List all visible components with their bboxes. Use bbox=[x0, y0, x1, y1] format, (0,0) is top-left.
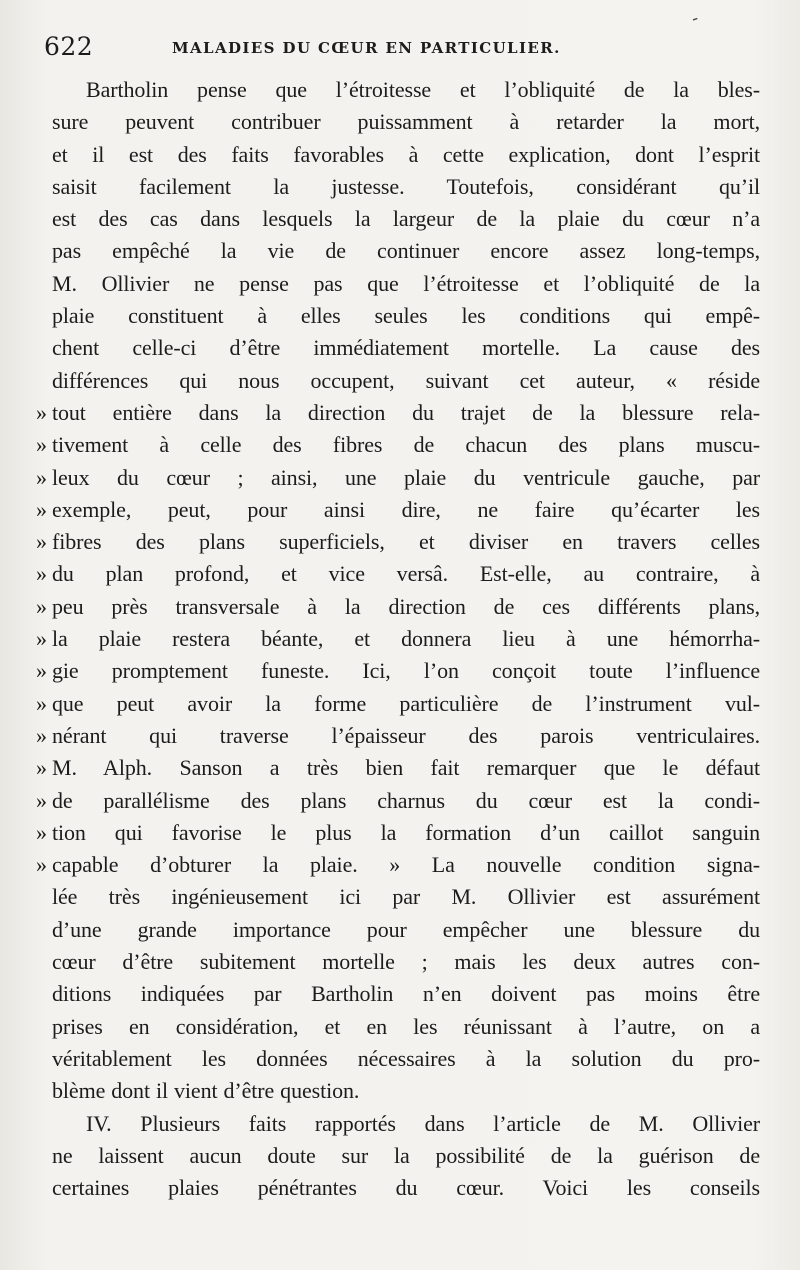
page-number: 622 bbox=[44, 32, 94, 61]
quoted-line bbox=[36, 655, 760, 687]
quoted-line-text: tion qui favorise le plus la formation d’un caillot sanguin bbox=[52, 819, 760, 845]
quoted-line bbox=[36, 849, 760, 881]
paragraph-2 bbox=[52, 1108, 760, 1205]
quoted-line bbox=[36, 429, 760, 461]
quote-mark: » bbox=[36, 722, 47, 748]
text-line: et il est des faits favorables à cette explication, dont l’esprit bbox=[52, 141, 760, 167]
quoted-line-text: du plan profond, et vice versâ. Est-elle, au contraire, à bbox=[52, 561, 760, 587]
quoted-line-text: gie promptement funeste. Ici, l’on conçoit toute l’influence bbox=[52, 658, 760, 684]
text-line: plaie constituent à elles seules les conditions qui empê- bbox=[52, 303, 760, 329]
quoted-line-text: M. Alph. Sanson a très bien fait remarquer que le défaut bbox=[52, 755, 760, 781]
quoted-line bbox=[36, 688, 760, 720]
quoted-line-text: exemple, peut, pour ainsi dire, ne faire qu’écarter les bbox=[52, 496, 760, 522]
body-text bbox=[36, 74, 760, 1204]
quote-mark: » bbox=[36, 464, 47, 490]
quoted-line bbox=[36, 623, 760, 655]
text-line: différences qui nous occupent, suivant cet auteur, « réside bbox=[52, 367, 760, 393]
text-line: ditions indiquées par Bartholin n’en doivent pas moins être bbox=[52, 981, 760, 1007]
text-line: chent celle-ci d’être immédiatement mortelle. La cause des bbox=[52, 335, 760, 361]
quoted-line bbox=[36, 591, 760, 623]
quoted-line-text: fibres des plans superficiels, et diviser en travers celles bbox=[52, 529, 760, 555]
text-line: Bartholin pense que l’étroitesse et l’obliquité de la bles- bbox=[86, 77, 760, 102]
text-line: lée très ingénieusement ici par M. Ollivier est assurément bbox=[52, 884, 760, 910]
quoted-line-text: de parallélisme des plans charnus du cœur est la condi- bbox=[52, 787, 760, 813]
quoted-line bbox=[36, 462, 760, 494]
text-line: saisit facilement la justesse. Toutefois, considérant qu’il bbox=[52, 173, 760, 199]
text-line: blème dont il vient d’être question. bbox=[52, 1078, 360, 1104]
quote-mark: » bbox=[36, 561, 47, 587]
quote-mark: » bbox=[36, 819, 47, 845]
text-line: cœur d’être subitement mortelle ; mais les deux autres con- bbox=[52, 949, 760, 975]
text-line: certaines plaies pénétrantes du cœur. Voici les conseils bbox=[52, 1175, 760, 1201]
quoted-line bbox=[36, 752, 760, 784]
text-line: IV. Plusieurs faits rapportés dans l’article de M. Ollivier bbox=[86, 1110, 760, 1136]
text-line: sure peuvent contribuer puissamment à retarder la mort, bbox=[52, 109, 760, 135]
running-head bbox=[44, 30, 764, 66]
text-line: M. Ollivier ne pense pas que l’étroitesse et l’obliquité de la bbox=[52, 270, 760, 296]
quoted-line-text: la plaie restera béante, et donnera lieu à une hémorrha- bbox=[52, 626, 760, 652]
quote-mark: » bbox=[36, 658, 47, 684]
quoted-line bbox=[36, 397, 760, 429]
quote-mark: » bbox=[36, 787, 47, 813]
text-line: prises en considération, et en les réunissant à l’autre, on a bbox=[52, 1013, 760, 1039]
quoted-line-text: nérant qui traverse l’épaisseur des parois ventriculaires. bbox=[52, 722, 760, 748]
text-line: ne laissent aucun doute sur la possibilité de la guérison de bbox=[52, 1142, 760, 1168]
quoted-line bbox=[36, 526, 760, 558]
quote-mark: » bbox=[36, 529, 47, 555]
quote-mark: » bbox=[36, 690, 47, 716]
quote-mark: » bbox=[36, 496, 47, 522]
paragraph-1 bbox=[36, 74, 760, 1108]
quote-mark: » bbox=[36, 852, 47, 878]
text-line: d’une grande importance pour empêcher une blessure du bbox=[52, 916, 760, 942]
quoted-line-text: leux du cœur ; ainsi, une plaie du ventricule gauche, par bbox=[52, 464, 760, 490]
quoted-line bbox=[36, 494, 760, 526]
quoted-line-text: que peut avoir la forme particulière de l’instrument vul- bbox=[52, 690, 760, 716]
quote-mark: » bbox=[36, 626, 47, 652]
quote-mark: » bbox=[36, 755, 47, 781]
quote-mark: » bbox=[36, 593, 47, 619]
quoted-line bbox=[36, 558, 760, 590]
quoted-line bbox=[36, 720, 760, 752]
quoted-line-text: capable d’obturer la plaie. » La nouvelle condition signa- bbox=[52, 852, 760, 878]
quoted-line-text: tout entière dans la direction du trajet de la blessure rela- bbox=[52, 399, 760, 425]
text-line: pas empêché la vie de continuer encore assez long-temps, bbox=[52, 238, 760, 264]
pencil-mark: - bbox=[688, 7, 702, 30]
quoted-line bbox=[36, 817, 760, 849]
text-line: véritablement les données nécessaires à la solution du pro- bbox=[52, 1045, 760, 1071]
quote-mark: » bbox=[36, 399, 47, 425]
text-line: est des cas dans lesquels la largeur de la plaie du cœur n’a bbox=[52, 206, 760, 232]
running-title: MALADIES DU CŒUR EN PARTICULIER. bbox=[172, 39, 561, 57]
quote-mark: » bbox=[36, 432, 47, 458]
quoted-line bbox=[36, 785, 760, 817]
quoted-line-text: tivement à celle des fibres de chacun des plans muscu- bbox=[52, 432, 760, 458]
quoted-line-text: peu près transversale à la direction de ces différents plans, bbox=[52, 593, 760, 619]
